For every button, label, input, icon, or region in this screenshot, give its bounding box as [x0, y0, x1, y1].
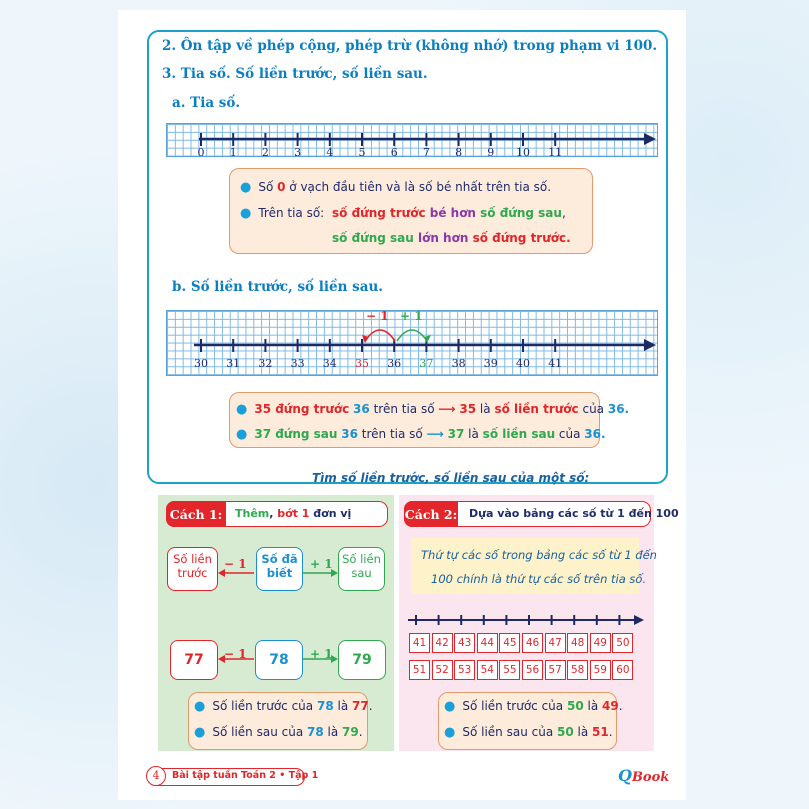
- bullet-icon: ●: [444, 725, 456, 740]
- ray-a-label: 5: [358, 146, 366, 159]
- info-line-2-rule: số đứng trước bé hơn số đứng sau,: [332, 206, 566, 220]
- section-2-heading: 2. Ôn tập về phép cộng, phép trừ (không nhớ) trong phạm vi 100.: [162, 38, 658, 54]
- hundred-table-cell: 41: [409, 633, 430, 653]
- ray-a-label: 2: [261, 146, 269, 159]
- ray-a-label: 4: [326, 146, 334, 159]
- hundred-table-cell: 46: [522, 633, 543, 653]
- info-line-2: ● Trên tia số:: [240, 206, 325, 221]
- method-1-result-1: ● Số liền trước của 78 là 77.: [194, 699, 373, 714]
- minus-one-label: − 1: [224, 557, 247, 571]
- arrow-right-icon: ⟶: [438, 402, 456, 416]
- bullet-icon: ●: [194, 699, 206, 714]
- method-1-title: Thêm, bớt 1 đơn vị: [235, 507, 352, 520]
- arrow-right-icon: ⟶: [426, 427, 444, 441]
- method-subtitle: Tìm số liền trước, số liền sau của một số:: [312, 471, 590, 485]
- prev-number-box: 77: [170, 640, 218, 680]
- method-2-label: Cách 2:: [404, 501, 458, 527]
- hundred-table-cell: 57: [545, 660, 566, 680]
- ray-b-label: 35: [355, 357, 369, 370]
- plus-one-label: + 1: [310, 647, 333, 661]
- ray-a-label: 0: [197, 146, 205, 159]
- method-2-header: [404, 501, 679, 527]
- ray-b-label: 40: [516, 357, 530, 370]
- ray-arrow-icon: [644, 133, 656, 145]
- footer-title: Bài tập tuần Toán 2 • Tập 1: [172, 770, 319, 781]
- ray-b-label: 36: [387, 357, 402, 370]
- hundred-table-cell: 60: [612, 660, 633, 680]
- info-line-1: ● Số 0 ở vạch đầu tiên và là số bé nhất trên tia số.: [240, 180, 552, 195]
- prev-number-label-box: Số liền trước: [167, 547, 218, 591]
- ray-a-label: 7: [422, 146, 430, 159]
- ray-arrow-icon: [644, 339, 656, 351]
- ray-a-label: 1: [229, 146, 237, 159]
- logo-q-icon: Q: [618, 766, 632, 785]
- subsection-b-heading: b. Số liền trước, số liền sau.: [172, 279, 383, 295]
- method-2-title: Dựa vào bảng các số từ 1 đến 100: [469, 507, 679, 520]
- hundred-table-cell: 55: [499, 660, 520, 680]
- method-1-label: Cách 1:: [166, 501, 226, 527]
- method-1-result-2: ● Số liền sau của 78 là 79.: [194, 725, 363, 740]
- ray-a-label: 10: [516, 146, 530, 159]
- ray-b-label: 32: [258, 357, 273, 370]
- hundred-table-cell: 45: [499, 633, 520, 653]
- ray-b-label: 38: [451, 357, 466, 370]
- number-ray-a: [166, 123, 660, 163]
- next-number-label-box: Số liền sau: [338, 547, 385, 591]
- method-2-note: Thứ tự các số trong bảng các số từ 1 đến 100 chính là thứ tự các số trên tia số.: [411, 538, 639, 594]
- hundred-table-cell: 50: [612, 633, 633, 653]
- next-number-box: 79: [338, 640, 386, 680]
- hundred-table-cell: 53: [454, 660, 475, 680]
- method-1-header: [166, 501, 388, 527]
- bullet-icon: ●: [236, 427, 248, 442]
- ray-minus-one: − 1: [366, 309, 389, 323]
- ray-arrow-icon: [634, 615, 644, 625]
- hundred-table-cell: 58: [567, 660, 588, 680]
- ray-a-label: 9: [487, 146, 495, 159]
- bullet-icon: ●: [444, 699, 456, 714]
- bullet-icon: ●: [236, 402, 248, 417]
- method-2-ray: [406, 612, 646, 628]
- subsection-a-heading: a. Tia số.: [172, 95, 241, 111]
- hundred-table-cell: 47: [545, 633, 566, 653]
- known-number-box: 78: [255, 640, 303, 680]
- minus-one-arc: [365, 330, 395, 341]
- ray-b-label: 34: [322, 357, 337, 370]
- plus-one-arc: [397, 330, 427, 341]
- ray-b-label: 37: [419, 357, 434, 370]
- method-2-result-1: ● Số liền trước của 50 là 49.: [444, 699, 623, 714]
- hundred-table-cell: 42: [432, 633, 453, 653]
- known-number-label-box: Số đã biết: [256, 547, 303, 591]
- bullet-icon: ●: [240, 206, 252, 221]
- hundred-table-cell: 54: [477, 660, 498, 680]
- arc-arrow-icon: [424, 335, 431, 343]
- minus-one-label: − 1: [224, 647, 247, 661]
- bullet-icon: ●: [194, 725, 206, 740]
- ray-a-label: 8: [455, 146, 463, 159]
- publisher-logo: QBook: [618, 766, 670, 785]
- neighbor-line-1: ● 35 đứng trước 36 trên tia số ⟶ 35 là số liền trước của 36.: [236, 402, 630, 417]
- ray-plus-one: + 1: [400, 309, 423, 323]
- neighbor-line-2: ● 37 đứng sau 36 trên tia số ⟶ 37 là số liền sau của 36.: [236, 427, 606, 442]
- bullet-icon: ●: [240, 180, 252, 195]
- ray-b-label: 41: [548, 357, 563, 370]
- page-number: 4: [146, 766, 166, 786]
- method-2-result-2: ● Số liền sau của 50 là 51.: [444, 725, 613, 740]
- ray-b-label: 33: [290, 357, 305, 370]
- ray-a-label: 11: [548, 146, 563, 159]
- hundred-table-cell: 51: [409, 660, 430, 680]
- info-line-3: số đứng sau lớn hơn số đứng trước.: [332, 231, 571, 245]
- section-3-heading: 3. Tia số. Số liền trước, số liền sau.: [162, 66, 428, 82]
- hundred-table-cell: 43: [454, 633, 475, 653]
- hundred-table-cell: 44: [477, 633, 498, 653]
- hundred-table-cell: 59: [590, 660, 611, 680]
- hundred-table-cell: 52: [432, 660, 453, 680]
- ray-b-label: 39: [483, 357, 498, 370]
- ray-a-label: 3: [294, 146, 302, 159]
- footer-pill: [147, 768, 319, 786]
- ray-b-label: 30: [194, 357, 208, 370]
- hundred-table-cell: 56: [522, 660, 543, 680]
- hundred-table-cell: 48: [567, 633, 588, 653]
- ray-b-label: 31: [226, 357, 241, 370]
- plus-one-label: + 1: [310, 557, 333, 571]
- hundred-table-cell: 49: [590, 633, 611, 653]
- ray-a-label: 6: [390, 146, 398, 159]
